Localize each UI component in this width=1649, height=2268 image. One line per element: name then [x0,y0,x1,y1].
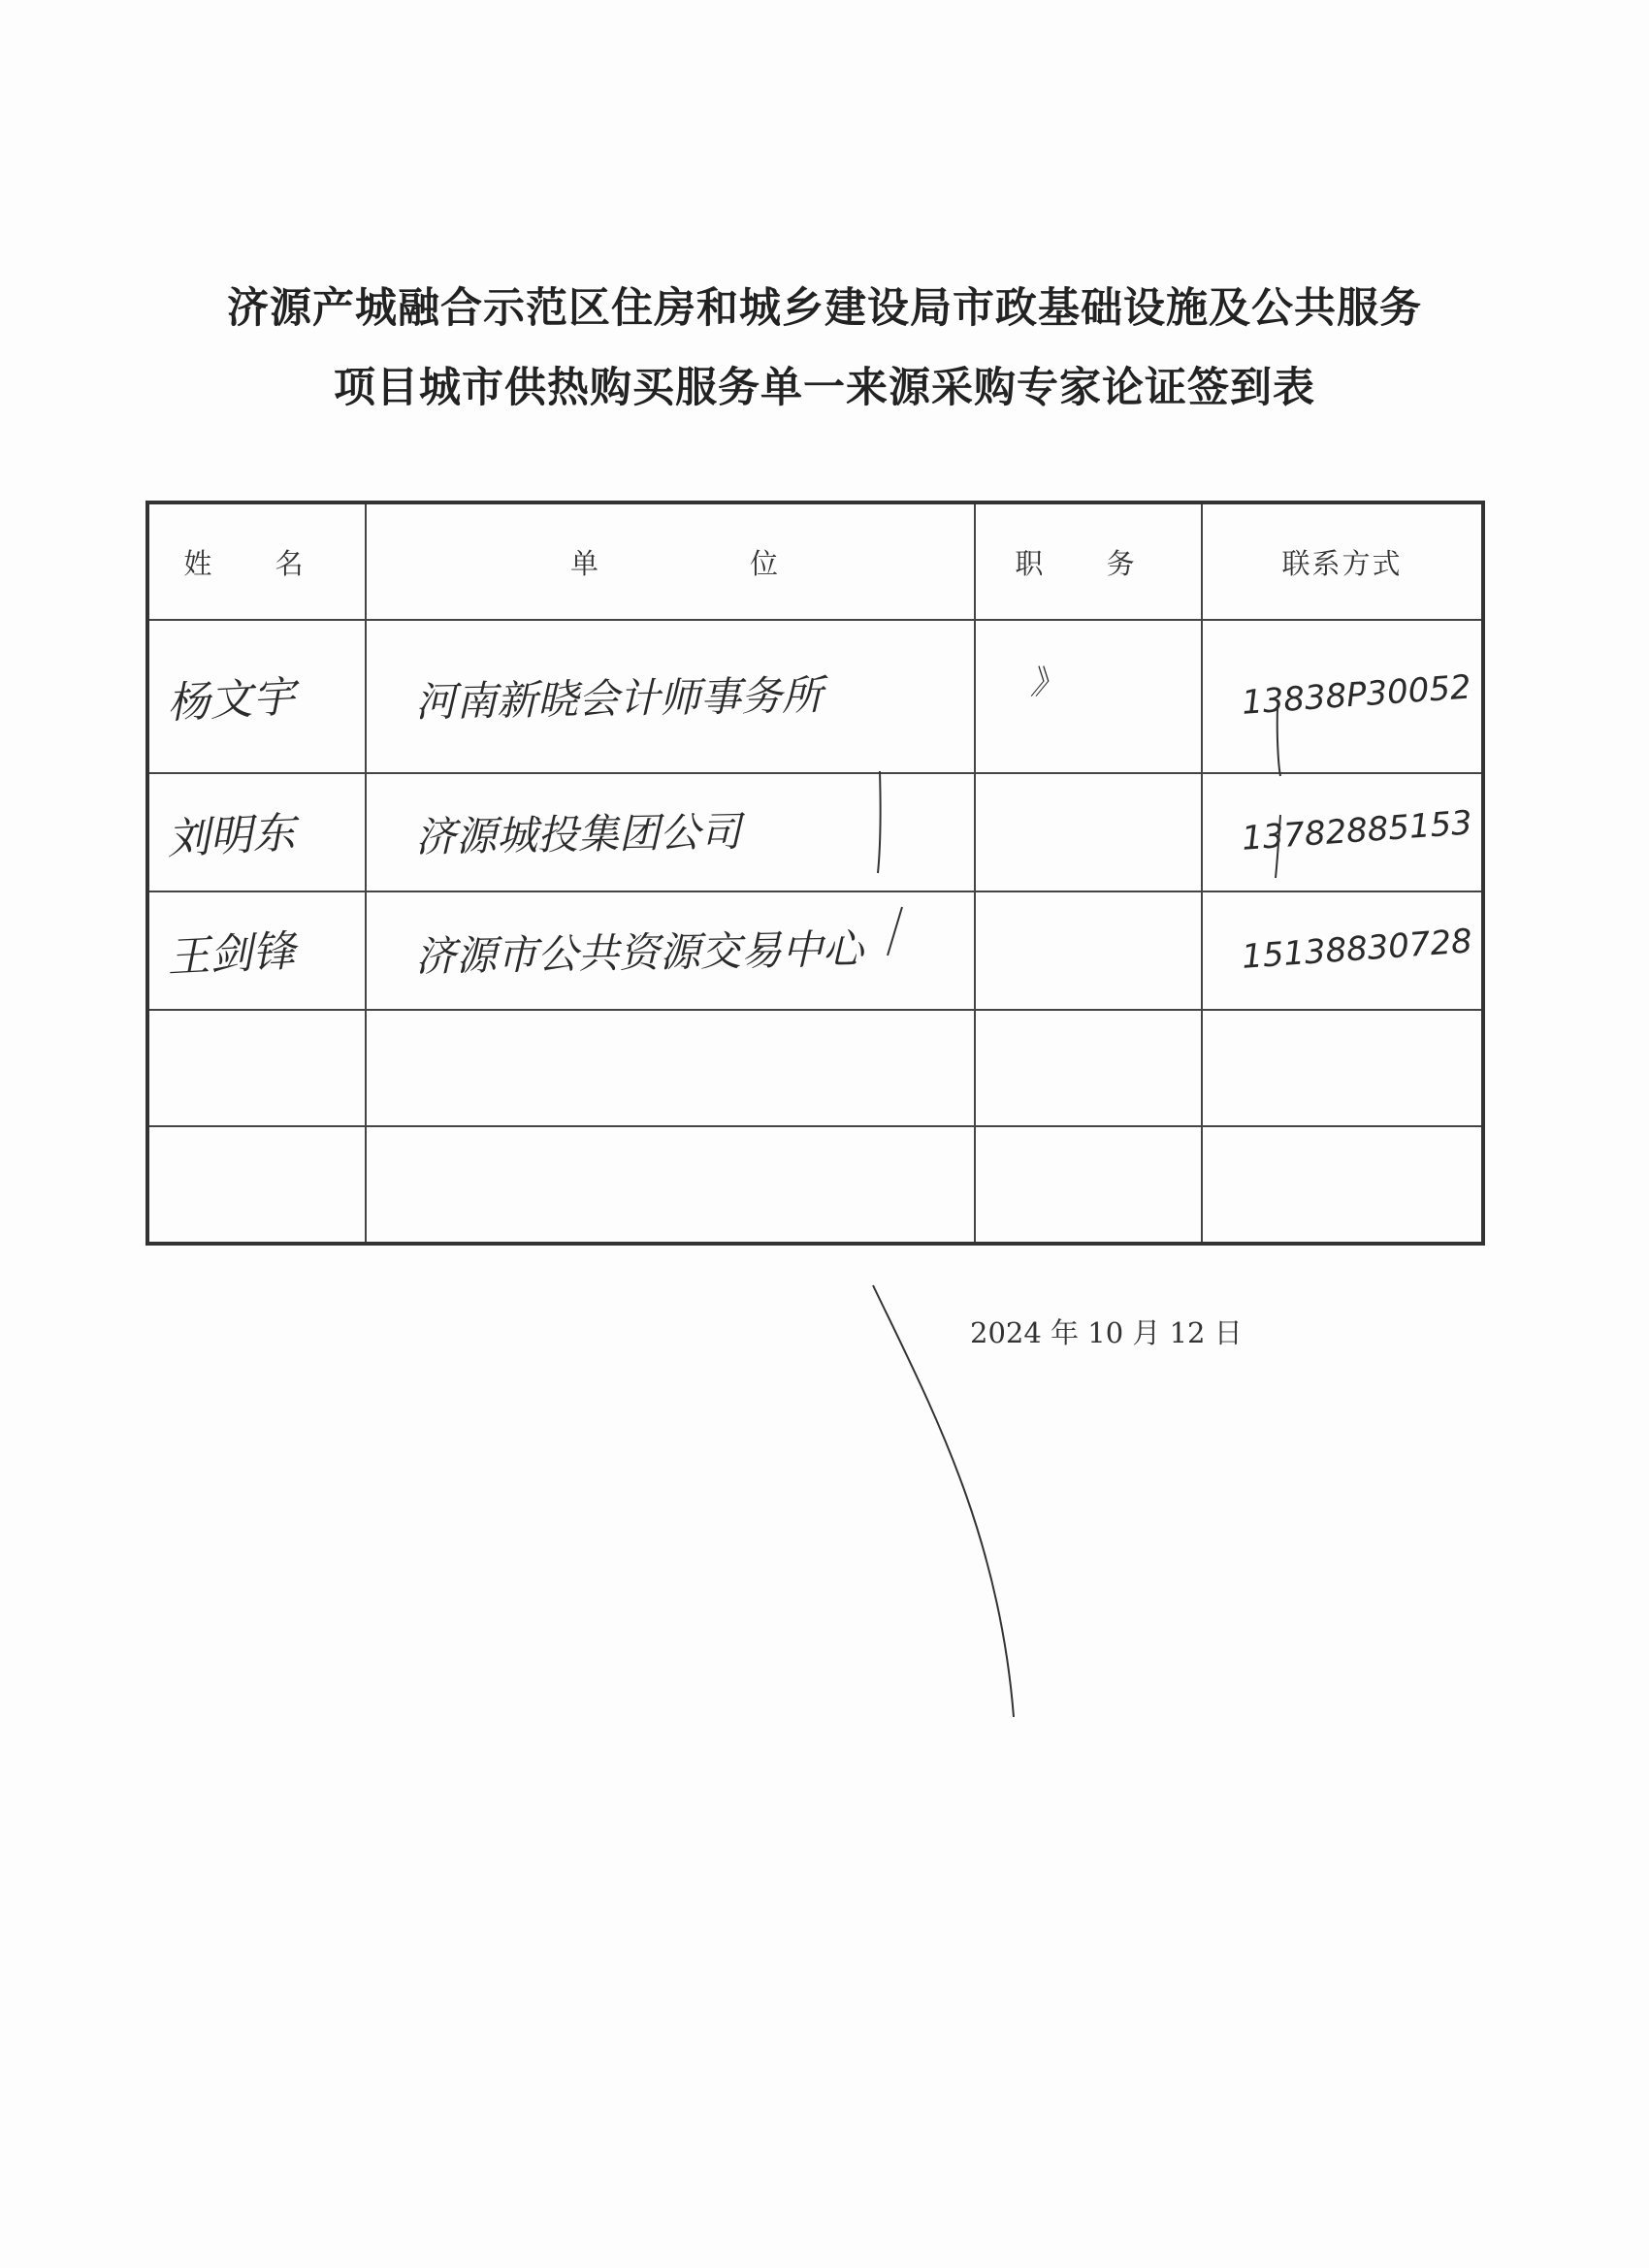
cell-contact [1202,773,1483,891]
table-row [147,1126,1483,1244]
document-date: 2024 年 10 月 12 日 [970,1316,1243,1349]
cell-name [147,1126,366,1244]
document-title-line1: 济源产城融合示范区住房和城乡建设局市政基础设施及公共服务 [227,284,1422,333]
table-header-row [147,502,1483,620]
cell-unit [366,891,975,1010]
header-unit-char-2: 位 [749,546,780,580]
handwritten-phone: 15138830728 [1240,922,1474,977]
cell-name [147,891,366,1010]
table-row [147,773,1483,891]
header-name: 姓 名 [147,502,366,620]
handwritten-phone: 13782885153 [1240,803,1474,859]
handwritten-unit: 河南新晓会计师事务所 [414,670,824,727]
cell-contact [1202,1010,1483,1126]
handwritten-unit: 济源城投集团公司 [414,807,742,861]
cell-contact [1202,891,1483,1010]
cell-unit [366,1010,975,1126]
header-unit-char-1: 单 [570,546,601,580]
handwritten-unit: 济源市公共资源交易中心 [414,924,864,981]
table-row [147,620,1483,773]
cell-name [147,620,366,773]
cell-name [147,1010,366,1126]
cell-unit [366,773,975,891]
cell-role [975,773,1202,891]
sign-in-table [146,501,1485,1246]
cell-role [975,1126,1202,1244]
cell-role [975,891,1202,1010]
cell-contact [1202,1126,1483,1244]
handwritten-signature: 王剑锋 [165,926,297,983]
header-role: 职 务 [975,502,1202,620]
cell-role [975,1010,1202,1126]
handwritten-role: 》 [1030,664,1063,702]
header-unit [366,502,975,620]
cell-unit [366,620,975,773]
header-contact: 联系方式 [1202,502,1483,620]
cell-name [147,773,366,891]
handwritten-phone: 13838P30052 [1240,667,1472,723]
cell-role [975,620,1202,773]
cell-contact [1202,620,1483,773]
cell-unit [366,1126,975,1244]
document-title-line2: 项目城市供热购买服务单一来源采购专家论证签到表 [334,364,1315,412]
handwritten-signature: 杨文宇 [165,672,297,729]
table-row [147,1010,1483,1126]
table-row [147,891,1483,1010]
handwritten-signature: 刘明东 [165,808,297,864]
